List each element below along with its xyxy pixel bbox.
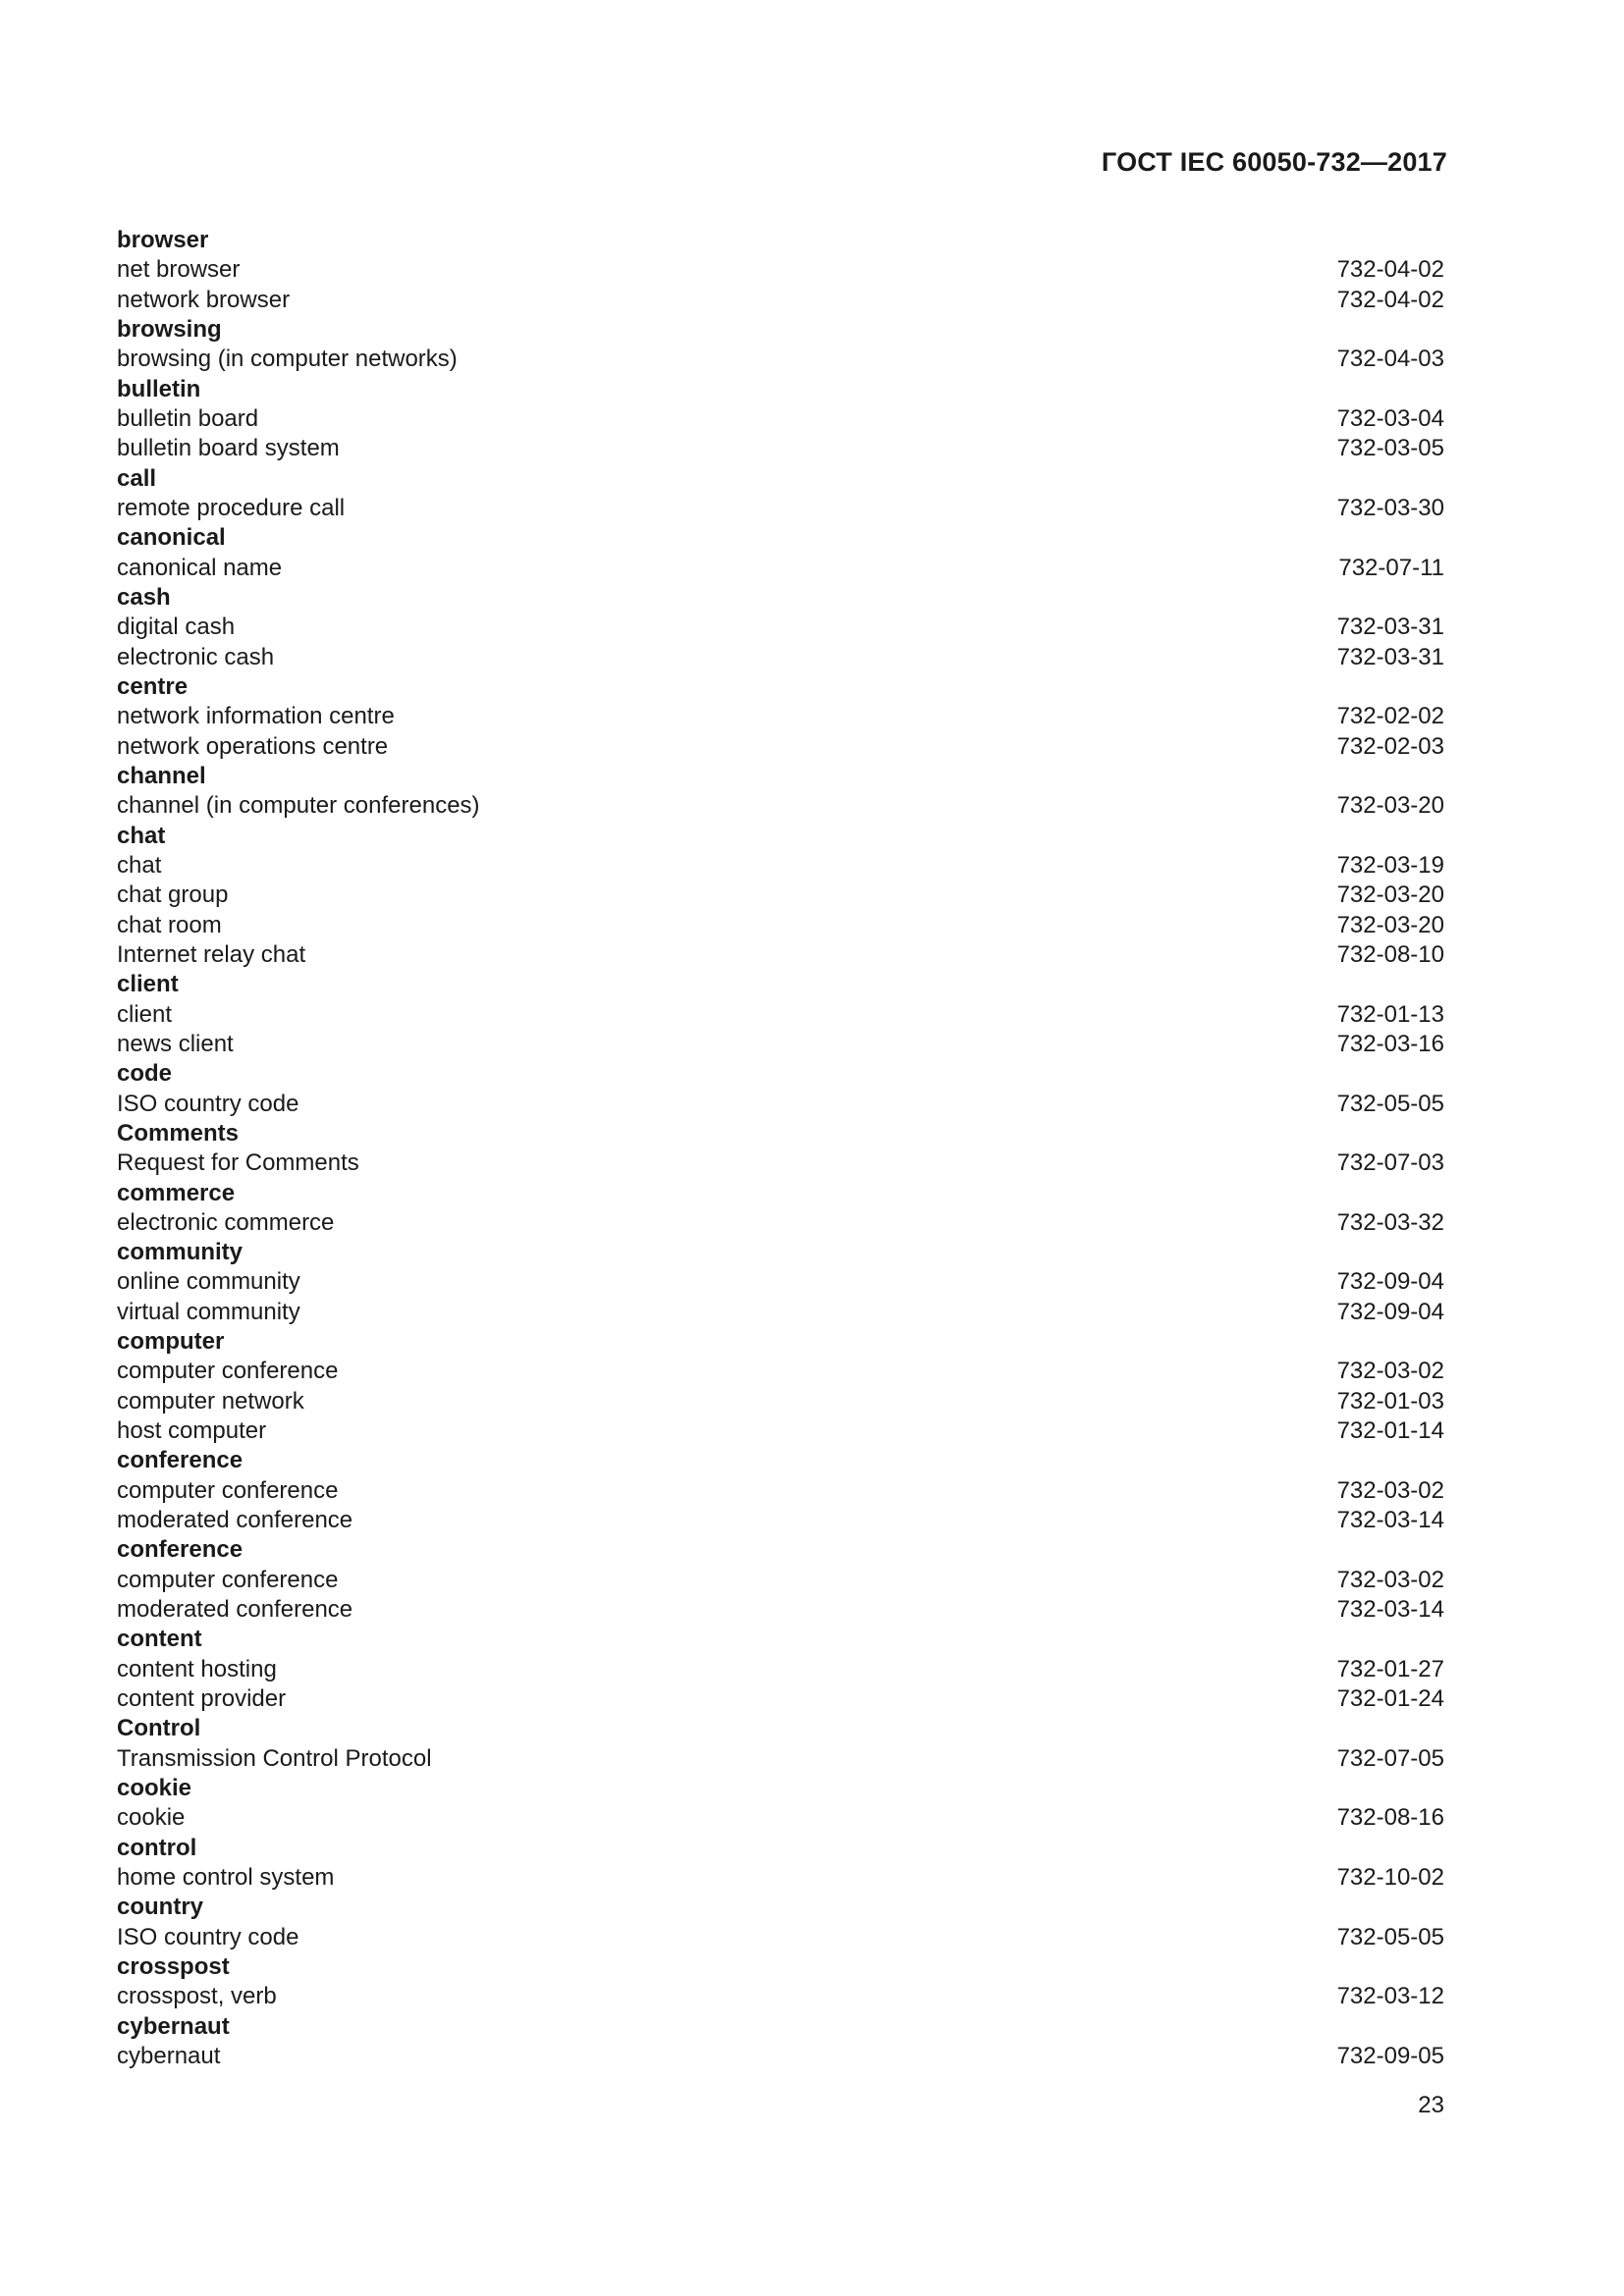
entry-code: 732-08-16 xyxy=(1336,1804,1444,1832)
heading-term: client xyxy=(117,971,179,998)
entry-term: Transmission Control Protocol xyxy=(117,1744,432,1772)
index-heading xyxy=(117,1714,1444,1743)
index-heading xyxy=(117,822,1444,851)
entry-term: ISO country code xyxy=(117,1923,299,1950)
heading-term: code xyxy=(117,1060,173,1088)
index-entry xyxy=(117,1684,1444,1714)
heading-term: content xyxy=(117,1626,202,1653)
entry-term: moderated conference xyxy=(117,1507,353,1534)
entry-term: chat xyxy=(117,851,162,879)
term-index xyxy=(117,226,1444,2071)
entry-term: moderated conference xyxy=(117,1596,353,1624)
index-entry xyxy=(117,1030,1444,1059)
entry-term: computer conference xyxy=(117,1476,339,1504)
index-heading xyxy=(117,1446,1444,1475)
heading-term: chat xyxy=(117,822,166,849)
index-entry xyxy=(117,1566,1444,1595)
heading-term: conference xyxy=(117,1447,244,1474)
heading-term: crosspost xyxy=(117,1953,230,1981)
entry-term: canonical name xyxy=(117,554,283,581)
document-header: ГОСТ IEC 60050-732—2017 xyxy=(1101,147,1447,177)
index-heading xyxy=(117,1535,1444,1565)
entry-term: host computer xyxy=(117,1417,267,1445)
index-entry xyxy=(117,554,1444,583)
heading-term: cookie xyxy=(117,1775,192,1802)
index-entry xyxy=(117,255,1444,285)
heading-term: commerce xyxy=(117,1179,236,1206)
index-entry xyxy=(117,1090,1444,1119)
index-heading xyxy=(117,1834,1444,1863)
entry-term: news client xyxy=(117,1030,234,1057)
entry-term: remote procedure call xyxy=(117,494,346,521)
entry-term: cookie xyxy=(117,1804,186,1832)
entry-term: home control system xyxy=(117,1864,335,1892)
index-entry xyxy=(117,643,1444,672)
index-entry xyxy=(117,2042,1444,2071)
entry-code: 732-01-03 xyxy=(1336,1387,1444,1415)
index-heading xyxy=(117,1893,1444,1922)
entry-code: 732-03-14 xyxy=(1336,1507,1444,1534)
entry-term: network information centre xyxy=(117,703,395,730)
entry-term: Request for Comments xyxy=(117,1149,359,1177)
heading-term: community xyxy=(117,1239,244,1266)
entry-term: browsing (in computer networks) xyxy=(117,346,458,373)
entry-code: 732-03-19 xyxy=(1336,851,1444,879)
index-heading xyxy=(117,226,1444,255)
entry-term: channel (in computer conferences) xyxy=(117,792,480,820)
index-entry xyxy=(117,1267,1444,1297)
entry-code: 732-03-16 xyxy=(1336,1030,1444,1057)
entry-code: 732-01-14 xyxy=(1336,1417,1444,1445)
page-number: 23 xyxy=(1418,2092,1444,2118)
entry-code: 732-10-02 xyxy=(1336,1864,1444,1892)
index-entry xyxy=(117,881,1444,910)
index-heading xyxy=(117,1625,1444,1654)
entry-code: 732-03-30 xyxy=(1336,494,1444,521)
index-entry xyxy=(117,1148,1444,1178)
entry-code: 732-03-14 xyxy=(1336,1596,1444,1624)
entry-term: content hosting xyxy=(117,1655,277,1682)
entry-term: electronic commerce xyxy=(117,1208,335,1236)
heading-term: Control xyxy=(117,1715,201,1742)
entry-code: 732-03-02 xyxy=(1336,1358,1444,1385)
entry-code: 732-05-05 xyxy=(1336,1090,1444,1117)
index-entry xyxy=(117,1506,1444,1535)
index-heading xyxy=(117,1119,1444,1148)
index-heading xyxy=(117,762,1444,791)
index-entry xyxy=(117,1416,1444,1446)
index-heading xyxy=(117,523,1444,553)
entry-code: 732-03-05 xyxy=(1336,435,1444,462)
index-entry xyxy=(117,1387,1444,1416)
entry-term: digital cash xyxy=(117,614,236,641)
entry-code: 732-07-05 xyxy=(1336,1744,1444,1772)
index-entry xyxy=(117,911,1444,940)
index-heading xyxy=(117,970,1444,999)
entry-code: 732-03-12 xyxy=(1336,1983,1444,2010)
index-entry xyxy=(117,345,1444,374)
entry-term: chat room xyxy=(117,911,222,938)
heading-term: canonical xyxy=(117,524,226,552)
entry-term: bulletin board system xyxy=(117,435,340,462)
index-entry xyxy=(117,851,1444,881)
entry-term: network operations centre xyxy=(117,732,389,760)
index-entry xyxy=(117,286,1444,315)
index-heading xyxy=(117,1059,1444,1089)
index-heading xyxy=(117,315,1444,345)
entry-code: 732-03-20 xyxy=(1336,911,1444,938)
entry-term: online community xyxy=(117,1268,300,1296)
entry-term: electronic cash xyxy=(117,643,275,670)
entry-code: 732-03-20 xyxy=(1336,792,1444,820)
entry-code: 732-04-02 xyxy=(1336,256,1444,284)
index-entry xyxy=(117,613,1444,642)
heading-term: cybernaut xyxy=(117,2012,230,2040)
index-heading xyxy=(117,1327,1444,1357)
entry-code: 732-03-04 xyxy=(1336,404,1444,432)
index-heading xyxy=(117,672,1444,702)
entry-code: 732-08-10 xyxy=(1336,940,1444,968)
index-entry xyxy=(117,1655,1444,1684)
entry-code: 732-07-11 xyxy=(1338,554,1444,581)
heading-term: cash xyxy=(117,583,171,611)
entry-code: 732-09-04 xyxy=(1336,1268,1444,1296)
entry-term: virtual community xyxy=(117,1298,300,1325)
entry-code: 732-01-13 xyxy=(1336,1000,1444,1028)
index-heading xyxy=(117,1952,1444,1982)
entry-term: net browser xyxy=(117,256,241,284)
entry-code: 732-04-03 xyxy=(1336,346,1444,373)
index-entry xyxy=(117,1863,1444,1893)
entry-code: 732-05-05 xyxy=(1336,1923,1444,1950)
index-entry xyxy=(117,791,1444,821)
entry-code: 732-09-04 xyxy=(1336,1298,1444,1325)
index-entry xyxy=(117,940,1444,970)
entry-code: 732-03-02 xyxy=(1336,1476,1444,1504)
entry-code: 732-01-27 xyxy=(1336,1655,1444,1682)
entry-term: computer conference xyxy=(117,1358,339,1385)
entry-term: Internet relay chat xyxy=(117,940,306,968)
index-entry xyxy=(117,404,1444,434)
index-entry xyxy=(117,1595,1444,1625)
entry-term: crosspost, verb xyxy=(117,1983,277,2010)
entry-term: ISO country code xyxy=(117,1090,299,1117)
entry-code: 732-01-24 xyxy=(1336,1685,1444,1713)
entry-term: network browser xyxy=(117,286,291,313)
heading-term: call xyxy=(117,464,157,492)
index-heading xyxy=(117,1238,1444,1267)
entry-term: computer conference xyxy=(117,1566,339,1593)
entry-term: bulletin board xyxy=(117,404,259,432)
entry-term: computer network xyxy=(117,1387,304,1415)
heading-term: computer xyxy=(117,1328,225,1356)
index-entry xyxy=(117,1744,1444,1774)
index-heading xyxy=(117,1774,1444,1803)
index-entry xyxy=(117,1476,1444,1506)
index-entry xyxy=(117,1298,1444,1327)
entry-term: client xyxy=(117,1000,173,1028)
entry-term: chat group xyxy=(117,881,229,909)
index-heading xyxy=(117,1179,1444,1208)
index-entry xyxy=(117,1000,1444,1030)
index-entry xyxy=(117,1982,1444,2011)
heading-term: conference xyxy=(117,1536,244,1564)
heading-term: browsing xyxy=(117,315,222,343)
entry-code: 732-07-03 xyxy=(1336,1149,1444,1177)
heading-term: browser xyxy=(117,227,209,253)
heading-term: control xyxy=(117,1834,197,1861)
index-heading xyxy=(117,583,1444,613)
index-entry xyxy=(117,702,1444,731)
index-entry xyxy=(117,732,1444,762)
heading-term: centre xyxy=(117,672,189,700)
index-entry xyxy=(117,1923,1444,1952)
entry-code: 732-02-03 xyxy=(1336,732,1444,760)
entry-code: 732-04-02 xyxy=(1336,286,1444,313)
entry-code: 732-02-02 xyxy=(1336,703,1444,730)
index-entry xyxy=(117,1357,1444,1386)
heading-term: bulletin xyxy=(117,375,201,402)
index-entry xyxy=(117,494,1444,523)
index-entry xyxy=(117,434,1444,463)
index-heading xyxy=(117,375,1444,404)
entry-term: cybernaut xyxy=(117,2043,221,2070)
index-entry xyxy=(117,1803,1444,1833)
heading-term: country xyxy=(117,1894,204,1921)
index-heading xyxy=(117,464,1444,494)
index-heading xyxy=(117,2012,1444,2042)
entry-code: 732-03-31 xyxy=(1336,614,1444,641)
heading-term: channel xyxy=(117,762,206,789)
entry-code: 732-03-02 xyxy=(1336,1566,1444,1593)
heading-term: Comments xyxy=(117,1119,240,1147)
entry-code: 732-03-32 xyxy=(1336,1208,1444,1236)
index-entry xyxy=(117,1208,1444,1238)
entry-code: 732-03-20 xyxy=(1336,881,1444,909)
entry-code: 732-03-31 xyxy=(1336,643,1444,670)
entry-code: 732-09-05 xyxy=(1336,2043,1444,2070)
entry-term: content provider xyxy=(117,1685,287,1713)
